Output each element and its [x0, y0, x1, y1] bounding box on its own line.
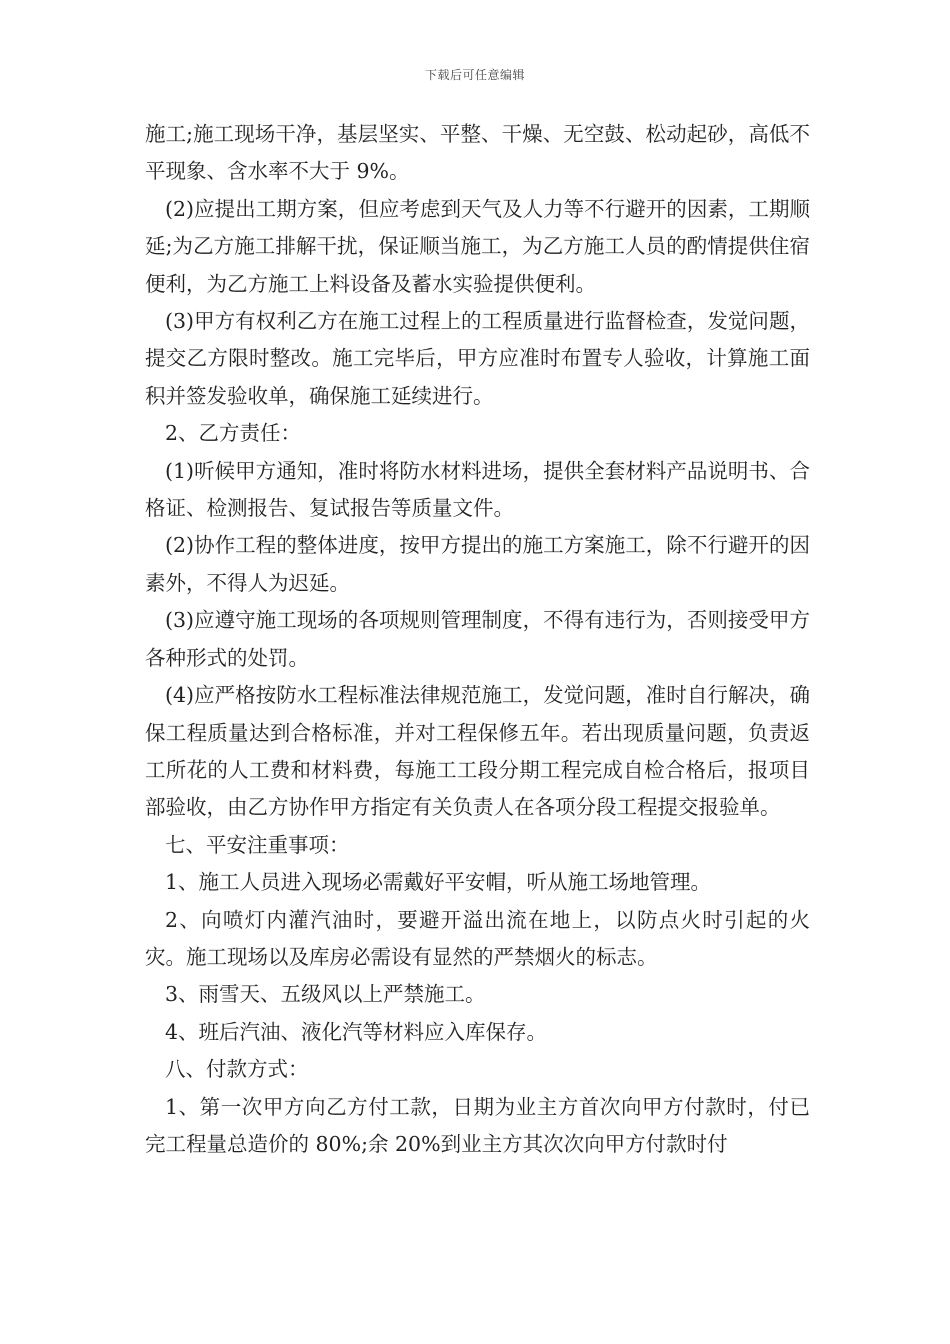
paragraph: (1)听候甲方通知，准时将防水材料进场，提供全套材料产品说明书、合格证、检测报告、复试报告等质量文件。 [145, 458, 810, 521]
page-header: 下载后可任意编辑 [424, 68, 525, 82]
paragraph: 3、雨雪天、五级风以上严禁施工。 [165, 982, 486, 1007]
paragraph: 2、向喷灯内灌汽油时，要避开溢出流在地上，以防点火时引起的火灾。施工现场以及库房必需设有显然的严禁烟火的标志。 [145, 907, 810, 969]
paragraph: 施工;施工现场干净，基层坚实、平整、干燥、无空鼓、松动起砂，高低不平现象、含水率不大于 9%。 [145, 122, 810, 184]
section-heading: 2、乙方责任： [165, 421, 302, 446]
paragraph: (2)应提出工期方案，但应考虑到天气及人力等不行避开的因素，工期顺延;为乙方施工排解干扰，保证顺当施工，为乙方施工人员的酌情提供住宿便利，为乙方施工上料设备及蓄水实验提供便利。 [145, 196, 810, 296]
document-body [145, 116, 810, 1163]
section-heading: 八、付款方式： [165, 1057, 309, 1082]
paragraph: 4、班后汽油、液化汽等材料应入库保存。 [165, 1019, 548, 1044]
paragraph: 1、第一次甲方向乙方付工款，日期为业主方首次向甲方付款时，付已完工程量总造价的 80%;余 20%到业主方其次次向甲方付款时付 [145, 1094, 810, 1156]
paragraph: 1、施工人员进入现场必需戴好平安帽，听从施工场地管理。 [165, 870, 712, 895]
paragraph: (3)应遵守施工现场的各项规则管理制度，不得有违行为，否则接受甲方各种形式的处罚。 [145, 608, 810, 670]
paragraph: (2)协作工程的整体进度，按甲方提出的施工方案施工，除不行避开的因素外，不得人为迟延。 [145, 533, 810, 595]
paragraph: (3)甲方有权利乙方在施工过程上的工程质量进行监督检查，发觉问题，提交乙方限时整改。施工完毕后，甲方应准时布置专人验收，计算施工面积并签发验收单，确保施工延续进行。 [145, 309, 810, 408]
section-heading: 七、平安注重事项： [165, 832, 350, 857]
paragraph: (4)应严格按防水工程标准法律规范施工，发觉问题，准时自行解决，确保工程质量达到合格标准，并对工程保修五年。若出现质量问题，负责返工所花的人工费和材料费，每施工工段分期工程完成自检合格后，报项目部验收，由乙方协作甲方指定有关负责人在各项分段工程提交报验单。 [145, 683, 810, 820]
